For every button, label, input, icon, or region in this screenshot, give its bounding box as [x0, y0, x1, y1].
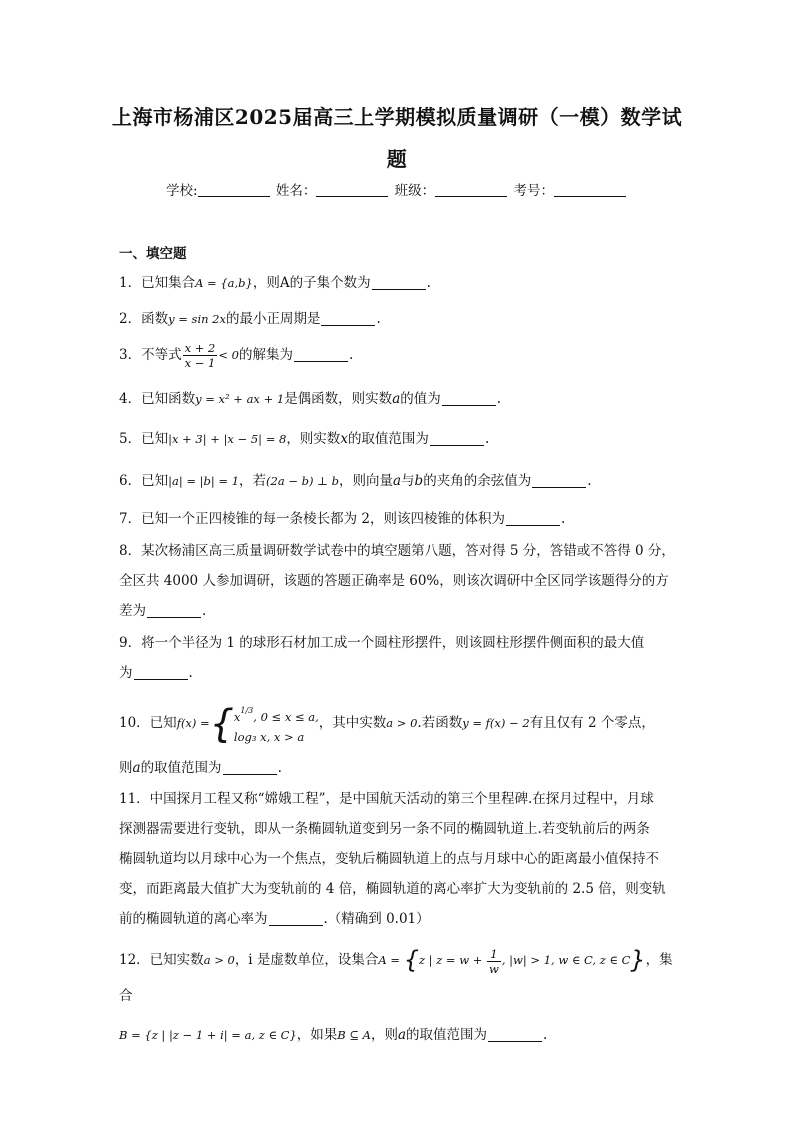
answer-blank[interactable]	[269, 911, 323, 926]
question-7: 7．已知一个正四棱锥的每一条棱长都为 2，则该四棱锥的体积为 .	[119, 511, 566, 527]
math-expression: y = sin 2x	[168, 312, 226, 326]
answer-blank[interactable]	[488, 1027, 542, 1042]
fraction: $\frac{x + 2}{x - 1}$	[184, 341, 216, 370]
question-11: 11．中国探月工程又称“嫦娥工程”，是中国航天活动的第三个里程碑.在探月过程中，月球 探测器需要进行变轨，即从一条椭圆轨道变到另一条不同的椭圆轨道上.若变轨前后的两条 椭圆轨道均以月球中心为一个焦点，变轨后椭圆轨道上的点与月球中心的距离最小值保持不 变，而距离最大值扩大为变轨前的 4 倍，椭圆轨道的离心率扩大为变轨前的 2.5 倍，则变轨 前的椭圆轨道的离心率为 .（精确到 0.01）	[119, 791, 666, 927]
question-3: 3．不等式 $\frac{x + 2}{x - 1}$ < 0的解集为 .	[119, 341, 354, 370]
math-expression: (2a − b) ⊥ b	[266, 474, 339, 488]
exam-number-label: 考号：	[513, 183, 554, 199]
class-label: 班级：	[394, 183, 436, 199]
answer-blank[interactable]	[321, 311, 375, 326]
question-1: 1．已知集合A = {a,b}，则A的子集个数为 .	[119, 275, 431, 291]
question-8: 8．某次杨浦区高三质量调研数学试卷中的填空题第八题，答对得 5 分，答错或不答得 0 分， 全区共 4000 人参加调研，该题的答题正确率是 60%，则该次调研中全区同学该题得分的方 差为 .	[119, 543, 675, 619]
answer-blank[interactable]	[134, 665, 188, 680]
question-2: 2．函数y = sin 2x的最小正周期是 .	[119, 311, 381, 327]
name-label: 姓名：	[275, 183, 317, 199]
answer-blank[interactable]	[223, 760, 277, 775]
math-expression: y = x² + ax + 1	[195, 392, 285, 406]
question-4: 4．已知函数y = x² + ax + 1是偶函数，则实数a的值为 .	[119, 391, 502, 407]
question-10: 10．已知f(x) ={ $x^{1/3}$, 0 ≤ x ≤ a, log₃ x, x > a ，其中实数a > 0.若函数y = f(x) − 2有且仅有 2 个零点， 则a的取值范围为 .	[119, 701, 655, 776]
answer-blank[interactable]	[372, 275, 426, 290]
math-expression: A = {a,b}	[195, 276, 253, 290]
class-blank[interactable]	[435, 182, 507, 197]
answer-blank[interactable]	[294, 347, 348, 362]
answer-blank[interactable]	[442, 391, 496, 406]
answer-blank[interactable]	[147, 603, 201, 618]
school-blank[interactable]	[198, 182, 270, 197]
name-blank[interactable]	[316, 182, 388, 197]
question-5: 5．已知|x + 3| + |x − 5| = 8，则实数x的取值范围为 .	[119, 431, 490, 447]
set-a-expression: A = {z | z = w + $\frac{1}{w}$ , |w| > 1, w ∈ C, z ∈ C}	[378, 946, 646, 976]
answer-blank[interactable]	[430, 431, 484, 446]
fraction: $\frac{1}{w}$	[489, 946, 499, 976]
exam-number-blank[interactable]	[554, 182, 626, 197]
math-expression: |x + 3| + |x − 5| = 8	[168, 432, 287, 446]
answer-blank[interactable]	[532, 473, 586, 488]
question-12: 12．已知实数a > 0，i 是虚数单位，设集合A = {z | z = w + $\frac{1}{w}$ , |w| > 1, w ∈ C, z ∈ C}，集合 B = {z | |z − 1 + i| = a, z ∈ C}，如果B ⊆ A，则a的取值范围为 .	[119, 946, 673, 1043]
set-b-expression: B = {z | |z − 1 + i| = a, z ∈ C}	[119, 1028, 297, 1042]
student-info-line	[0, 180, 794, 202]
question-6: 6．已知|a| = |b| = 1，若(2a − b) ⊥ b，则向量a与b的夹角的余弦值为 .	[119, 473, 592, 489]
page-title: 上海市杨浦区2025届高三上学期模拟质量调研（一模）数学试题	[111, 105, 683, 171]
section-heading: 一、填空题	[119, 246, 187, 262]
answer-blank[interactable]	[506, 511, 560, 526]
question-9: 9．将一个半径为 1 的球形石材加工成一个圆柱形摆件，则该圆柱形摆件侧面积的最大值 为 .	[119, 635, 645, 681]
school-label: 学校:	[166, 183, 198, 199]
math-expression: |a| = |b| = 1	[168, 474, 240, 488]
left-brace-icon: {	[209, 701, 234, 746]
piecewise-function: { $x^{1/3}$, 0 ≤ x ≤ a, log₃ x, x > a	[209, 701, 319, 746]
